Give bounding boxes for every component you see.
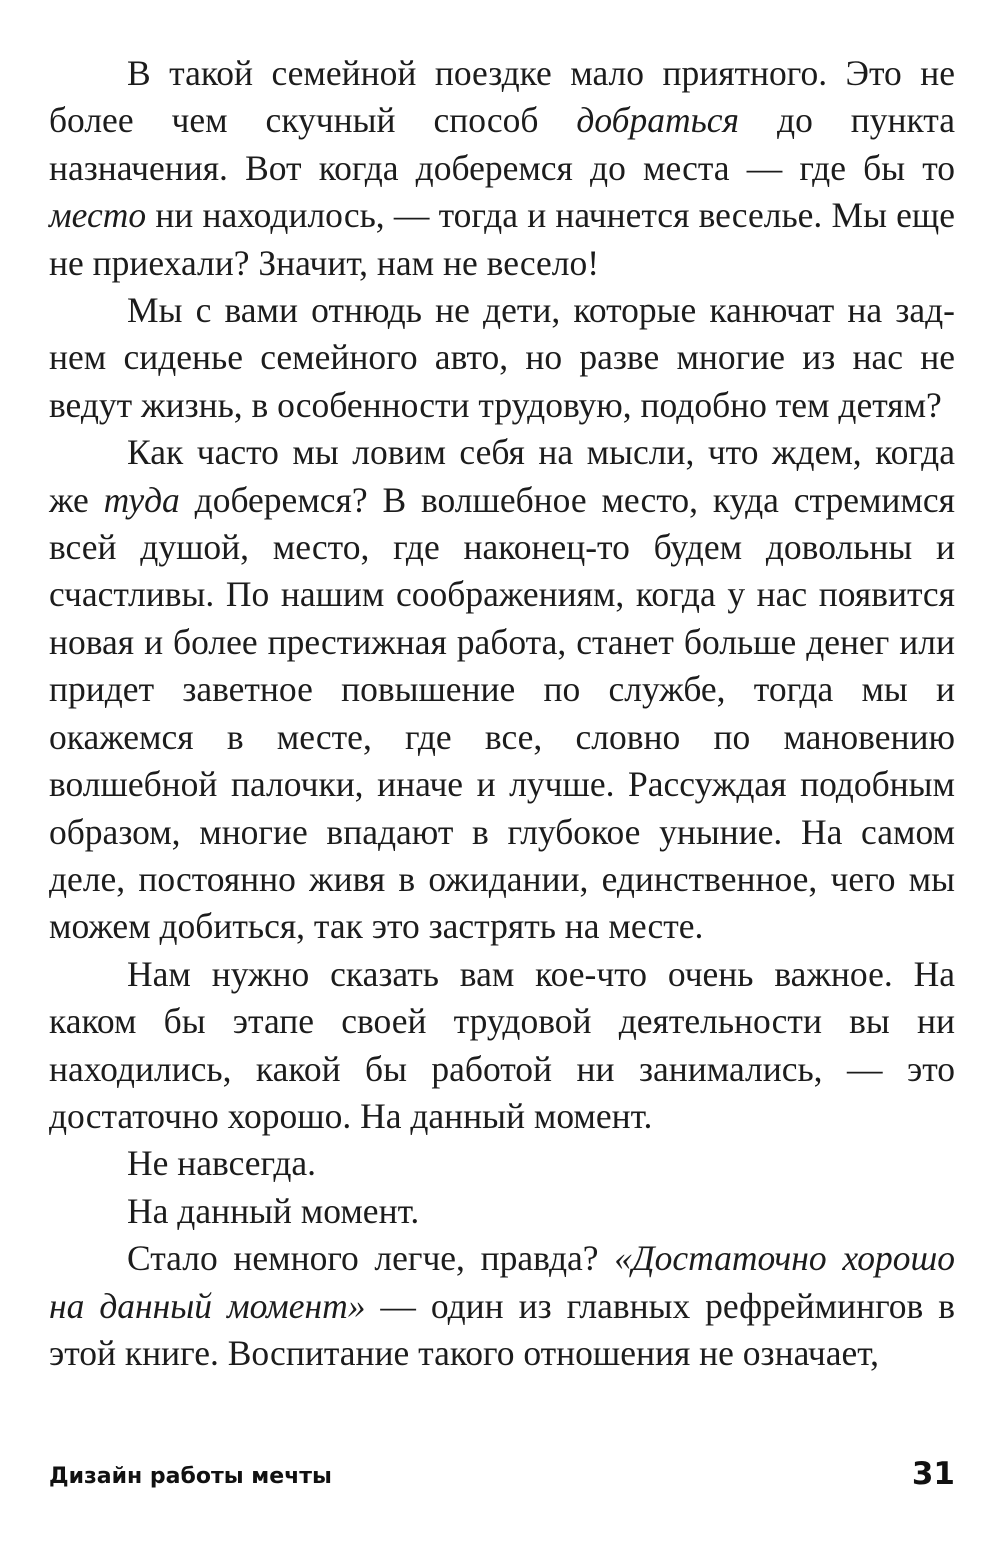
text-run: Не навсегда. [127,1143,317,1184]
italic-text-run: туда [103,479,180,520]
text-run: Стало немного легче, правда? [127,1238,615,1279]
paragraph [49,1235,955,1377]
paragraph [49,951,955,1141]
paragraph [49,1140,955,1187]
text-run: до пункта назначения. Вот когда доберемся до места — где бы то [49,100,955,188]
italic-text-run: добраться [576,100,740,141]
text-run: Нам нужно сказать вам кое-что очень важное. На каком бы этапе своей трудовой деятельности вы ни находились, какой бы работой ни занимались, — это достаточно хорошо. На данный момент. [49,953,955,1136]
paragraph [49,429,955,950]
paragraph [49,1188,955,1235]
paragraph [49,287,955,429]
italic-text-run: «Достаточно хорошо на данный момент» [49,1238,955,1326]
text-run: Как часто мы ловим себя на мысли, что ждем, когда же [49,432,955,520]
text-run: Мы с вами отнюдь не дети, которые канючат на заднем сиденье семейного авто, но разве многие из нас не ведут жизнь, в особенности трудовую, подобно тем детям? [49,290,955,425]
running-footer-title: Дизайн работы мечты [49,1464,332,1489]
page-body-text [49,50,955,1377]
text-run: В такой семейной поездке мало приятного. Это не более чем скучный способ [49,53,955,141]
text-run: ни находилось, — тогда и начнется веселье. Мы еще не приехали? Значит, нам не весело! [49,195,955,283]
text-run: На данный момент. [127,1190,420,1231]
text-run: доберемся? В волшебное место, куда стремимся всей душой, место, где наконец-то будем довольны и счастливы. По нашим соображениям, когда у нас появится новая и более престижная работа, станет больше денег или придет заветное повышение по службе, тогда мы и окажемся в месте, где все, словно по мановению волшебной палочки, иначе и лучше. Рассуждая подобным образом, многие впадают в глубокое уныние. На самом деле, постоянно живя в ожидании, единственное, чего мы можем добиться, так это застрять на месте. [49,479,955,947]
paragraph [49,50,955,287]
text-run: — один из главных рефреймингов в этой книге. Воспитание такого отношения не означает, [49,1285,955,1373]
page-number: 31 [911,1456,955,1492]
italic-text-run: место [49,195,147,236]
